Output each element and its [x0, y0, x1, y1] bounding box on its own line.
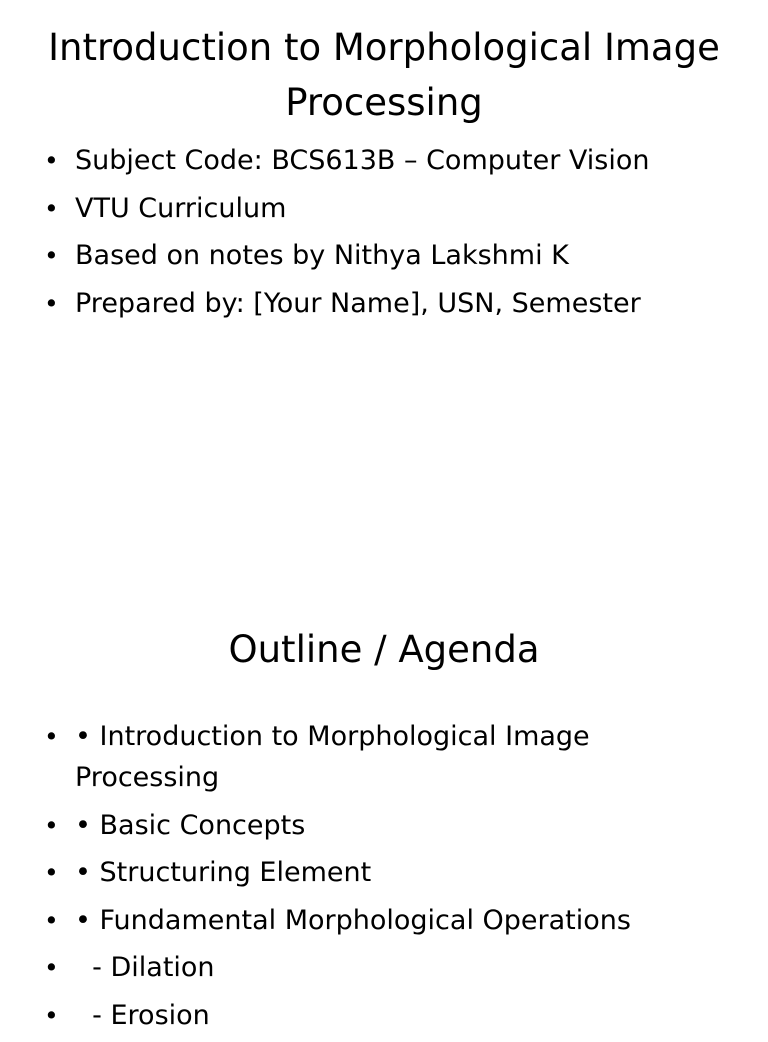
bullet-item	[44, 235, 684, 276]
slide-outline-heading: Outline / Agenda	[228, 628, 540, 671]
bullet-text: Subject Code: BCS613B – Computer Vision	[75, 145, 650, 176]
slide-title-bullet-list	[44, 140, 684, 330]
bullet-icon: •	[44, 193, 59, 223]
bullet-item	[44, 947, 684, 988]
bullet-icon: •	[44, 288, 59, 318]
bullet-text: - Erosion	[75, 999, 210, 1031]
bullet-text: Based on notes by Nithya Lakshmi K	[75, 240, 569, 271]
bullet-text: VTU Curriculum	[75, 192, 287, 224]
bullet-icon: •	[44, 241, 59, 270]
slide-outline	[0, 576, 768, 1031]
bullet-icon: •	[44, 810, 59, 840]
bullet-icon: •	[44, 1000, 59, 1030]
bullet-text: • Structuring Element	[75, 857, 372, 888]
bullet-icon: •	[44, 953, 59, 982]
bullet-text: - Dilation	[75, 952, 215, 983]
bullet-item	[44, 188, 684, 229]
bullet-text: • Introduction to Morphological Image Processing	[75, 721, 590, 793]
bullet-item	[44, 805, 684, 846]
slide-outline-bullet-list	[44, 716, 684, 1042]
bullet-icon: •	[44, 905, 59, 935]
bullet-text: • Basic Concepts	[75, 809, 306, 841]
bullet-item	[44, 140, 684, 181]
bullet-text: • Fundamental Morphological Operations	[75, 904, 631, 936]
bullet-item	[44, 900, 684, 941]
bullet-text: Prepared by: [Your Name], USN, Semester	[75, 287, 641, 319]
bullet-item	[44, 852, 684, 893]
bullet-item	[44, 995, 684, 1036]
slide-title-heading: Introduction to Morphological Image Processing	[48, 26, 720, 124]
bullet-item	[44, 283, 684, 324]
bullet-icon: •	[44, 146, 59, 175]
bullet-icon: •	[44, 722, 59, 751]
bullet-icon: •	[44, 858, 59, 887]
bullet-item	[44, 716, 684, 798]
